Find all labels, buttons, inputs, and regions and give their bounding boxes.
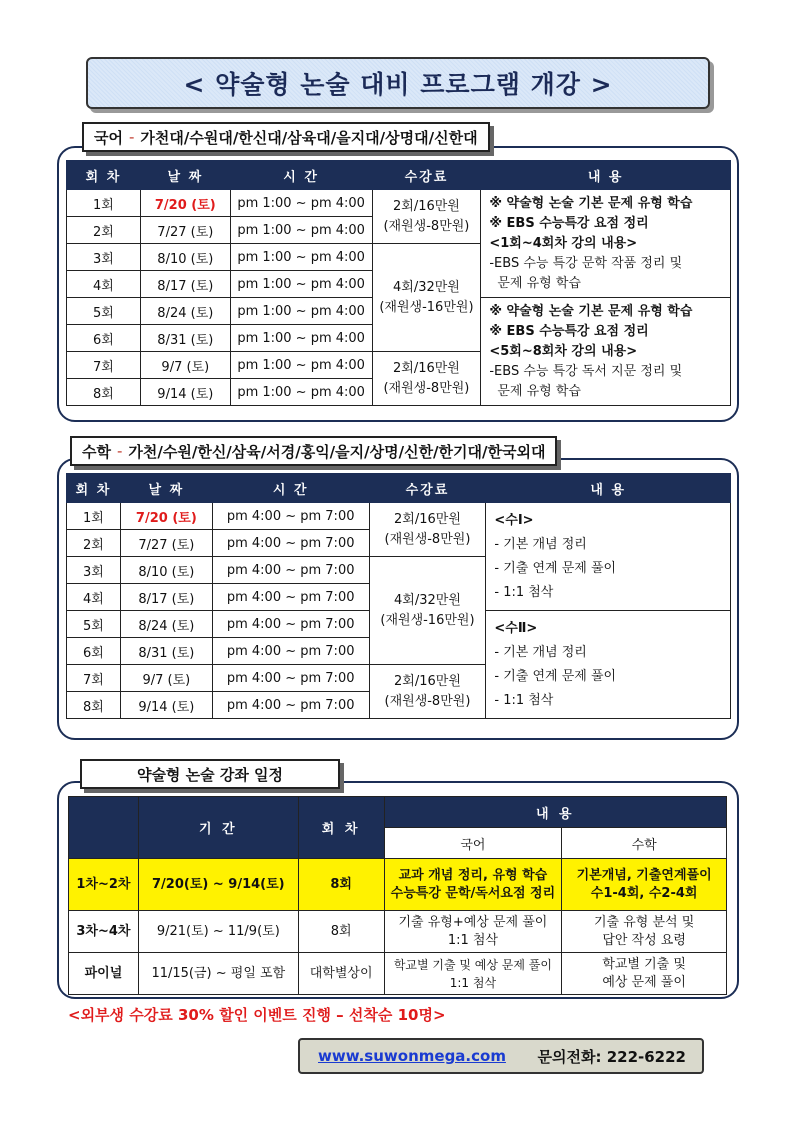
contact-phone: 문의전화: 222-6222 xyxy=(537,1047,686,1066)
content-line: - 기출 연계 문제 풀이 xyxy=(494,560,617,576)
plan-math xyxy=(562,859,727,911)
session-no: 2회 xyxy=(67,530,121,557)
session-time: pm 1:00 ~ pm 4:00 xyxy=(230,298,372,325)
korean-schedule-table xyxy=(66,160,731,406)
content-line: 문제 유형 학습 xyxy=(497,275,581,291)
plan-period: 9/21(토) ~ 11/9(토) xyxy=(138,911,298,953)
content-line: ※ 약술형 논술 기본 문제 유형 학습 xyxy=(489,303,693,319)
session-no: 7회 xyxy=(67,352,141,379)
plan-math-line: 기출 유형 분석 및 xyxy=(593,914,695,930)
col-header: 국어 xyxy=(384,828,562,859)
session-no: 1회 xyxy=(67,503,121,530)
plan-korean-line: 1:1 첨삭 xyxy=(449,975,497,990)
content-line: - 기본 개념 정리 xyxy=(494,644,587,660)
fee-discount: (재원생-16만원) xyxy=(380,612,475,628)
fee-cell xyxy=(369,557,486,665)
math-dash: - xyxy=(116,442,123,460)
plan-korean-line: 학교별 기출 및 예상 문제 풀이 xyxy=(393,957,552,972)
session-no: 5회 xyxy=(67,611,121,638)
table-header-row xyxy=(69,797,727,828)
session-no: 8회 xyxy=(67,692,121,719)
korean-universities: 가천대/수원대/한신대/삼육대/을지대/상명대/신한대 xyxy=(140,128,478,147)
fee-cell xyxy=(369,665,486,719)
session-no: 3회 xyxy=(67,244,141,271)
fee-amount: 2회/16만원 xyxy=(393,198,460,214)
content-line: - 기본 개념 정리 xyxy=(494,536,587,552)
plan-korean-line: 교과 개념 정리, 유형 학습 xyxy=(398,867,548,883)
session-time: pm 4:00 ~ pm 7:00 xyxy=(212,584,369,611)
table-header-row xyxy=(67,161,731,190)
website-link[interactable]: www.suwonmega.com xyxy=(318,1047,506,1065)
page-title-banner xyxy=(86,57,710,109)
content-line: <수Ⅱ> xyxy=(494,620,538,636)
col-header: 날 짜 xyxy=(140,161,230,190)
session-no: 6회 xyxy=(67,638,121,665)
plan-korean-line: 기출 유형+예상 문제 풀이 xyxy=(398,914,548,930)
content-line: <1회~4회차 강의 내용> xyxy=(489,235,638,251)
korean-tab xyxy=(82,122,490,152)
content-line: ※ EBS 수능특강 요점 정리 xyxy=(489,215,649,231)
session-date: 8/17 (토) xyxy=(140,271,230,298)
col-header: 내 용 xyxy=(384,797,726,828)
table-row xyxy=(69,911,727,953)
session-date: 8/10 (토) xyxy=(140,244,230,271)
session-time: pm 1:00 ~ pm 4:00 xyxy=(230,190,372,217)
plan-korean xyxy=(384,859,562,911)
fee-discount: (재원생-16만원) xyxy=(379,299,474,315)
page-title: < 약술형 논술 대비 프로그램 개강 > xyxy=(183,70,613,99)
col-header-blank xyxy=(69,797,139,859)
col-header: 날 짜 xyxy=(120,474,212,503)
col-header: 시 간 xyxy=(230,161,372,190)
session-no: 2회 xyxy=(67,217,141,244)
plan-math-line: 학교별 기출 및 xyxy=(602,956,686,972)
table-row xyxy=(69,859,727,911)
fee-amount: 4회/32만원 xyxy=(393,279,460,295)
col-header: 내 용 xyxy=(481,161,731,190)
plan-math-line: 예상 문제 풀이 xyxy=(602,974,686,990)
col-header: 수강료 xyxy=(369,474,486,503)
session-date: 7/20 (토) xyxy=(120,503,212,530)
content-line: 문제 유형 학습 xyxy=(497,383,581,399)
session-time: pm 1:00 ~ pm 4:00 xyxy=(230,352,372,379)
session-no: 8회 xyxy=(67,379,141,406)
content-line: -EBS 수능 특강 문학 작품 정리 및 xyxy=(489,255,683,271)
session-time: pm 1:00 ~ pm 4:00 xyxy=(230,217,372,244)
session-date: 8/24 (토) xyxy=(140,298,230,325)
plan-stage: 1차~2차 xyxy=(69,859,139,911)
session-no: 1회 xyxy=(67,190,141,217)
col-header: 수학 xyxy=(562,828,727,859)
plan-korean xyxy=(384,911,562,953)
plan-count: 8회 xyxy=(298,911,384,953)
footer-box xyxy=(298,1038,704,1074)
table-row xyxy=(69,953,727,995)
table-header-row xyxy=(67,474,731,503)
content-line: ※ EBS 수능특강 요점 정리 xyxy=(489,323,649,339)
session-no: 5회 xyxy=(67,298,141,325)
session-date: 9/7 (토) xyxy=(120,665,212,692)
plan-korean-line: 수능특강 문학/독서요점 정리 xyxy=(390,885,556,901)
fee-discount: (재원생-8만원) xyxy=(383,218,470,234)
content-line: <5회~8회차 강의 내용> xyxy=(489,343,638,359)
session-time: pm 1:00 ~ pm 4:00 xyxy=(230,325,372,352)
session-date: 9/14 (토) xyxy=(120,692,212,719)
fee-cell xyxy=(372,244,481,352)
session-date: 7/27 (토) xyxy=(140,217,230,244)
plan-tab-label: 약술형 논술 강좌 일정 xyxy=(136,765,284,784)
session-time: pm 1:00 ~ pm 4:00 xyxy=(230,379,372,406)
session-date: 9/14 (토) xyxy=(140,379,230,406)
session-time: pm 1:00 ~ pm 4:00 xyxy=(230,244,372,271)
session-date: 8/24 (토) xyxy=(120,611,212,638)
plan-stage: 3차~4차 xyxy=(69,911,139,953)
table-row xyxy=(67,190,731,217)
session-time: pm 4:00 ~ pm 7:00 xyxy=(212,638,369,665)
fee-amount: 4회/32만원 xyxy=(394,592,461,608)
fee-discount: (재원생-8만원) xyxy=(383,380,470,396)
session-no: 4회 xyxy=(67,271,141,298)
col-header: 회 차 xyxy=(67,474,121,503)
plan-period: 7/20(토) ~ 9/14(토) xyxy=(138,859,298,911)
session-no: 7회 xyxy=(67,665,121,692)
content-cell xyxy=(486,611,731,719)
session-time: pm 4:00 ~ pm 7:00 xyxy=(212,665,369,692)
content-cell xyxy=(481,298,731,406)
plan-math xyxy=(562,911,727,953)
plan-tab xyxy=(80,759,340,789)
session-no: 4회 xyxy=(67,584,121,611)
session-date: 8/31 (토) xyxy=(120,638,212,665)
content-line: -EBS 수능 특강 독서 지문 정리 및 xyxy=(489,363,683,379)
session-date: 8/10 (토) xyxy=(120,557,212,584)
fee-discount: (재원생-8만원) xyxy=(384,693,471,709)
plan-math xyxy=(562,953,727,995)
fee-cell xyxy=(372,352,481,406)
col-header: 내 용 xyxy=(486,474,731,503)
content-line: - 1:1 첨삭 xyxy=(494,692,554,708)
session-date: 8/17 (토) xyxy=(120,584,212,611)
plan-math-line: 기본개념, 기출연계풀이 xyxy=(576,867,712,883)
content-line: - 기출 연계 문제 풀이 xyxy=(494,668,617,684)
plan-korean xyxy=(384,953,562,995)
plan-period: 11/15(금) ~ 평일 포함 xyxy=(138,953,298,995)
plan-math-line: 수1-4회, 수2-4회 xyxy=(590,885,698,901)
math-tab xyxy=(70,436,557,466)
fee-discount: (재원생-8만원) xyxy=(384,531,471,547)
col-header: 회 차 xyxy=(298,797,384,859)
session-date: 9/7 (토) xyxy=(140,352,230,379)
course-plan-table xyxy=(68,796,727,995)
session-date: 7/20 (토) xyxy=(140,190,230,217)
session-date: 7/27 (토) xyxy=(120,530,212,557)
session-date: 8/31 (토) xyxy=(140,325,230,352)
fee-amount: 2회/16만원 xyxy=(394,673,461,689)
col-header: 수강료 xyxy=(372,161,481,190)
math-subject: 수학 xyxy=(82,442,111,461)
content-cell xyxy=(486,503,731,611)
content-line: <수Ⅰ> xyxy=(494,512,534,528)
session-no: 6회 xyxy=(67,325,141,352)
plan-stage: 파이널 xyxy=(69,953,139,995)
korean-subject: 국어 xyxy=(94,128,123,147)
session-time: pm 4:00 ~ pm 7:00 xyxy=(212,530,369,557)
plan-korean-line: 1:1 첨삭 xyxy=(447,932,498,948)
session-time: pm 4:00 ~ pm 7:00 xyxy=(212,692,369,719)
session-time: pm 1:00 ~ pm 4:00 xyxy=(230,271,372,298)
col-header: 시 간 xyxy=(212,474,369,503)
fee-cell xyxy=(369,503,486,557)
korean-dash: - xyxy=(128,128,135,146)
math-schedule-table xyxy=(66,473,731,719)
fee-cell xyxy=(372,190,481,244)
session-time: pm 4:00 ~ pm 7:00 xyxy=(212,611,369,638)
session-time: pm 4:00 ~ pm 7:00 xyxy=(212,503,369,530)
discount-note: <외부생 수강료 30% 할인 이벤트 진행 – 선착순 10명> xyxy=(68,1006,446,1024)
fee-amount: 2회/16만원 xyxy=(394,511,461,527)
col-header: 회 차 xyxy=(67,161,141,190)
table-row xyxy=(67,503,731,530)
session-time: pm 4:00 ~ pm 7:00 xyxy=(212,557,369,584)
fee-amount: 2회/16만원 xyxy=(393,360,460,376)
plan-count: 8회 xyxy=(298,859,384,911)
plan-count: 대학별상이 xyxy=(298,953,384,995)
plan-math-line: 답안 작성 요령 xyxy=(602,932,686,948)
content-line: ※ 약술형 논술 기본 문제 유형 학습 xyxy=(489,195,693,211)
content-line: - 1:1 첨삭 xyxy=(494,584,554,600)
content-cell xyxy=(481,190,731,298)
col-header: 기 간 xyxy=(138,797,298,859)
session-no: 3회 xyxy=(67,557,121,584)
math-universities: 가천/수원/한신/삼육/서경/홍익/을지/상명/신한/한기대/한국외대 xyxy=(128,442,546,461)
